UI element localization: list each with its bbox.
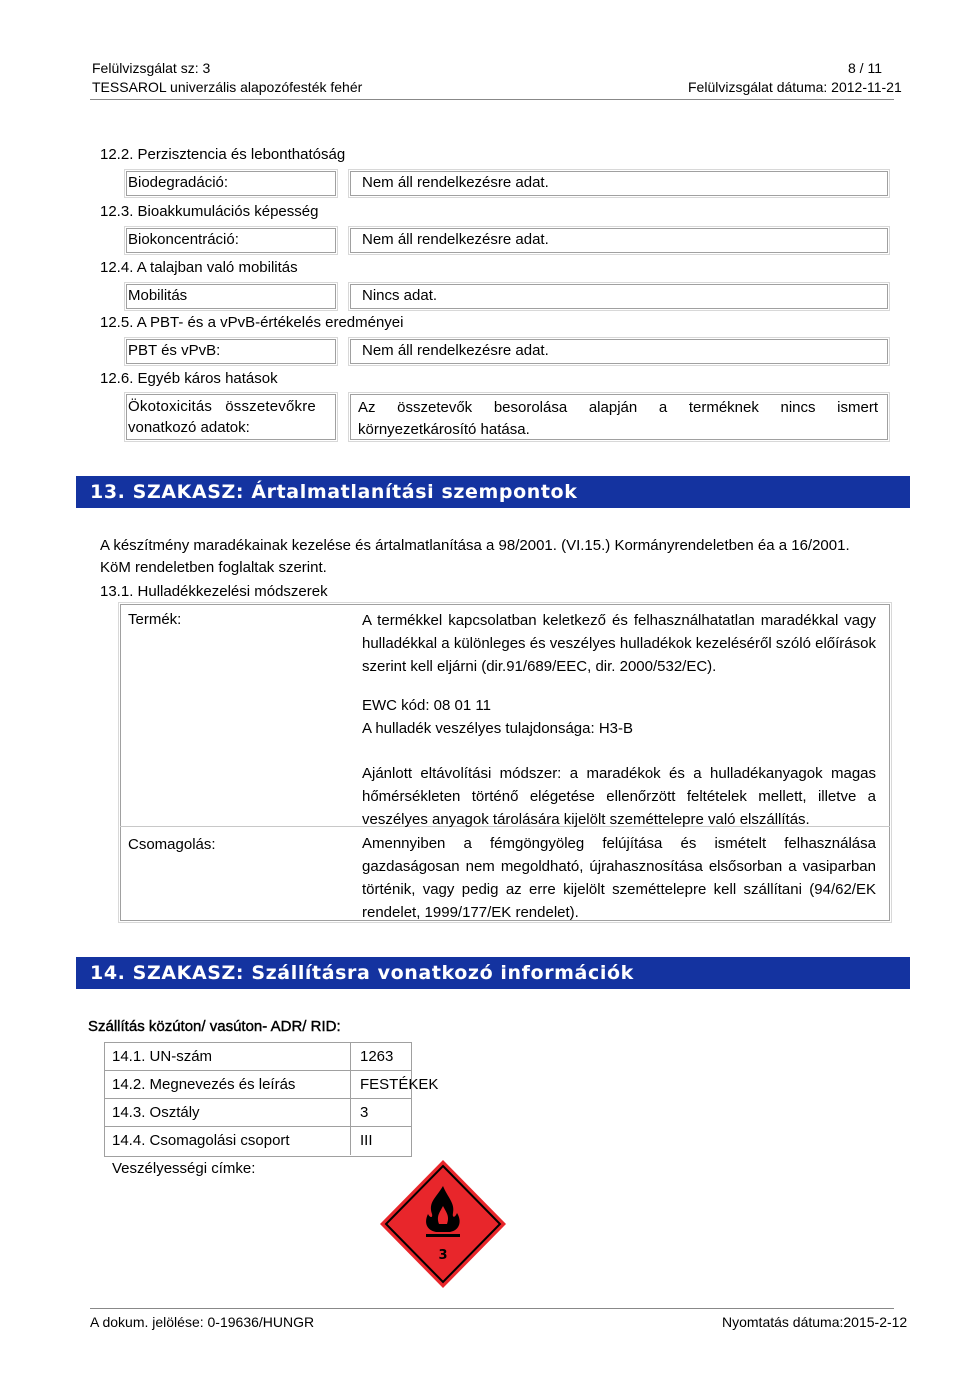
section-12-5-heading: 12.5. A PBT- és a vPvB-értékelés eredményei — [100, 314, 404, 331]
flammable-pictogram — [378, 1158, 508, 1290]
ecotox-value: Az összetevők besorolása alapján a terméknek nincs ismert környezetkárosító hatása. — [358, 399, 878, 438]
transport-row-2-value: FESTÉKEK — [360, 1076, 439, 1093]
section-12-4-heading: 12.4. A talajban való mobilitás — [100, 259, 298, 276]
ecotox-label-line2: vonatkozó adatok: — [128, 419, 250, 436]
footer-print-date: Nyomtatás dátuma:2015-2-12 — [722, 1314, 908, 1330]
header-revision: Felülvizsgálat sz: 3 — [92, 60, 211, 76]
hazard-label-title: Veszélyességi címke: — [112, 1160, 256, 1177]
section-14-banner: 14. SZAKASZ: Szállításra vonatkozó információk — [76, 957, 910, 989]
disposal-text: Ajánlott eltávolítási módszer: a maradékok és a hulladékanyagok magas hőmérsékleten történő elégetése ellenőrzött feltételek mellett, illetve a veszélyes anyagok tárolására kijelölt szeméttelepre való elszállítás. — [362, 765, 876, 828]
bioconcentration-value: Nem áll rendelkezésre adat. — [362, 231, 549, 248]
ecotox-label-line1: Ökotoxicitás összetevőkre — [128, 398, 316, 415]
transport-row-3-value: 3 — [360, 1104, 369, 1121]
transport-col-divider — [350, 1042, 351, 1155]
packaging-label: Csomagolás: — [128, 836, 216, 853]
pictogram-number: 3 — [438, 1248, 448, 1263]
transport-row-1-label: 14.1. UN-szám — [112, 1048, 213, 1065]
biodegradation-value: Nem áll rendelkezésre adat. — [362, 174, 549, 191]
transport-row-divider-2 — [104, 1098, 412, 1099]
product-text: A termékkel kapcsolatban keletkező és felhasználhatatlan maradékkal vagy hulladékkal a különleges és veszélyes hulladékok kezeléséről szóló előírások szerint kell eljárni (dir.91/689/EEC, dir. 2000/532/EC). — [362, 612, 876, 675]
mobility-value: Nincs adat. — [362, 287, 438, 304]
pbt-value: Nem áll rendelkezésre adat. — [362, 342, 549, 359]
packaging-text: Amennyiben a fémgöngyöleg felújítása és ismételt felhasználása gazdaságosan nem megoldható, újrahasznosítása elsősorban a vasiparban történik, vagy pedig az erre kijelölt szeméttelepre kell szállítani (94/62/EK rendelet, 1999/177/EK rendelet). — [362, 835, 876, 921]
section-12-6-heading: 12.6. Egyéb káros hatások — [100, 370, 278, 387]
section-13-intro-line1: A készítmény maradékainak kezelése és ártalmatlanítása a 98/2001. (VI.15.) Kormányrendeletben éa a 16/2001. — [100, 537, 850, 554]
section-13-intro-line2: KöM rendeletben foglaltak szerint. — [100, 559, 327, 576]
product-label: Termék: — [128, 611, 182, 628]
mobility-label: Mobilitás — [128, 287, 188, 304]
flame-icon — [378, 1158, 508, 1290]
section-12-2-heading: 12.2. Perzisztencia és lebonthatóság — [100, 146, 346, 163]
transport-row-divider-1 — [104, 1070, 412, 1071]
biodegradation-label: Biodegradáció: — [128, 174, 229, 191]
transport-row-4-label: 14.4. Csomagolási csoport — [112, 1132, 290, 1149]
pbt-label: PBT és vPvB: — [128, 342, 221, 359]
bioconcentration-label: Biokoncentráció: — [128, 231, 239, 248]
section-12-3-heading: 12.3. Bioakkumulációs képesség — [100, 203, 319, 220]
transport-row-1-value: 1263 — [360, 1048, 394, 1065]
header-product: TESSAROL univerzális alapozófesték fehér — [92, 79, 363, 95]
transport-row-4-value: III — [360, 1132, 373, 1149]
section-13-1-heading: 13.1. Hulladékkezelési módszerek — [100, 583, 328, 600]
transport-row-2-label: 14.2. Megnevezés és leírás — [112, 1076, 296, 1093]
transport-row-3-label: 14.3. Osztály — [112, 1104, 200, 1121]
header-revision-date: Felülvizsgálat dátuma: 2012-11-21 — [688, 79, 902, 95]
header-page: 8 / 11 — [848, 60, 882, 76]
header-divider — [90, 99, 894, 100]
transport-row-divider-3 — [104, 1126, 412, 1127]
section-13-banner: 13. SZAKASZ: Ártalmatlanítási szempontok — [76, 476, 910, 508]
transport-heading: Szállítás közúton/ vasúton- ADR/ RID: — [88, 1018, 341, 1035]
hazard-property: A hulladék veszélyes tulajdonsága: H3-B — [362, 720, 633, 737]
footer-doc-id: A dokum. jelölése: 0-19636/HUNGR — [90, 1314, 315, 1330]
footer-divider — [90, 1308, 894, 1309]
ewc-code: EWC kód: 08 01 11 — [362, 697, 491, 714]
